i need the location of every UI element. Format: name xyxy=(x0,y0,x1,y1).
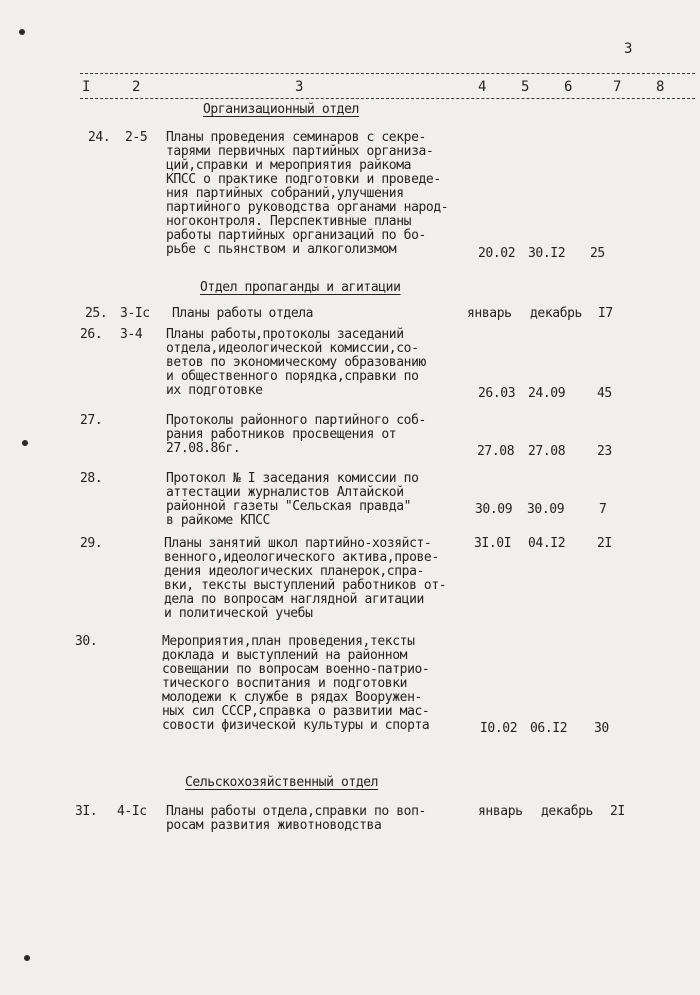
item-start-date: I0.02 xyxy=(480,721,518,736)
item-number: 27. xyxy=(80,413,103,428)
item-end-date: 30.09 xyxy=(527,502,565,517)
column-header-1: I xyxy=(82,79,91,95)
column-header-5: 5 xyxy=(521,79,530,95)
column-header-6: 6 xyxy=(564,79,573,95)
item-number: 26. xyxy=(80,327,103,342)
item-start-date: январь xyxy=(478,804,523,819)
item-sheet-count: I7 xyxy=(598,306,613,321)
column-header-7: 7 xyxy=(613,79,622,95)
column-header-3: 3 xyxy=(295,79,304,95)
item-description: Планы проведения семинаров с секре- тарями первичных партийных организа- ций,справки и мероприятия райкома КПСС о практике подготовки и проведе- ния партийных собраний,улучшения партийного руководства органами народ- ногоконтроля. Перспективные планы работы партийных организаций по бо- рьбе с пьянством и алкоголизмом xyxy=(166,130,449,257)
item-sheet-count: 2I xyxy=(610,804,625,819)
item-start-date: 26.03 xyxy=(478,386,516,401)
item-index: 4-Iс xyxy=(117,804,147,819)
header-rule-bottom xyxy=(80,98,695,99)
item-end-date: декабрь xyxy=(530,306,582,321)
item-end-date: 06.I2 xyxy=(530,721,568,736)
item-description: Планы работы отдела,справки по воп- росам развития животноводства xyxy=(166,804,426,833)
item-sheet-count: 25 xyxy=(590,246,605,261)
item-number: 3I. xyxy=(75,804,98,819)
item-sheet-count: 23 xyxy=(597,444,612,459)
item-sheet-count: 7 xyxy=(599,502,607,517)
item-index: 3-Iс xyxy=(120,306,150,321)
header-rule-top xyxy=(80,73,695,74)
punch-hole xyxy=(22,440,28,446)
item-description: Мероприятия,план проведения,тексты доклада и выступлений на районном совещании по вопросам военно-патрио- тического воспитания и подготовки молодежи к службе в рядах Вооружен- ных сил СССР,справка о развитии мас- совости физической культуры и спорта xyxy=(162,634,430,733)
column-header-4: 4 xyxy=(478,79,487,95)
item-number: 30. xyxy=(75,634,98,649)
item-description: Протокол № I заседания комиссии по аттестации журналистов Алтайской районной газеты "Сельская правда" в райкоме КПСС xyxy=(166,471,419,528)
column-header-8: 8 xyxy=(656,79,665,95)
item-end-date: 24.09 xyxy=(528,386,566,401)
item-index: 3-4 xyxy=(120,327,143,342)
item-sheet-count: 30 xyxy=(594,721,609,736)
item-end-date: 27.08 xyxy=(528,444,566,459)
item-description: Планы работы отдела xyxy=(172,306,314,321)
item-start-date: 30.09 xyxy=(475,502,513,517)
item-start-date: январь xyxy=(467,306,512,321)
item-start-date: 3I.0I xyxy=(474,536,512,551)
item-index: 2-5 xyxy=(125,130,148,145)
item-number: 25. xyxy=(85,306,108,321)
item-number: 28. xyxy=(80,471,103,486)
item-sheet-count: 2I xyxy=(597,536,612,551)
item-end-date: 30.I2 xyxy=(528,246,566,261)
item-description: Планы работы,протоколы заседаний отдела,идеологической комиссии,со- ветов по экономическому образованию и общественного порядка,справки по их подготовке xyxy=(166,327,426,398)
item-end-date: декабрь xyxy=(541,804,593,819)
punch-hole xyxy=(24,955,30,961)
column-header-2: 2 xyxy=(132,79,141,95)
item-number: 29. xyxy=(80,536,103,551)
item-description: Протоколы районного партийного соб- рания работников просвещения от 27.08.86г. xyxy=(166,413,426,456)
page-number: 3 xyxy=(624,41,633,57)
item-description: Планы занятий школ партийно-хозяйст- венного,идеологического актива,прове- дения идеологических планерок,спра- вки, тексты выступлений работников от- дела по вопросам наглядной агитации и политической учебы xyxy=(164,536,447,621)
item-start-date: 27.08 xyxy=(477,444,515,459)
section-title: Отдел пропаганды и агитации xyxy=(200,280,401,295)
section-title: Сельскохозяйственный отдел xyxy=(185,775,379,790)
item-sheet-count: 45 xyxy=(597,386,612,401)
punch-hole xyxy=(19,29,25,35)
item-number: 24. xyxy=(88,130,111,145)
item-start-date: 20.02 xyxy=(478,246,516,261)
section-title: Организационный отдел xyxy=(203,102,359,117)
item-end-date: 04.I2 xyxy=(528,536,566,551)
